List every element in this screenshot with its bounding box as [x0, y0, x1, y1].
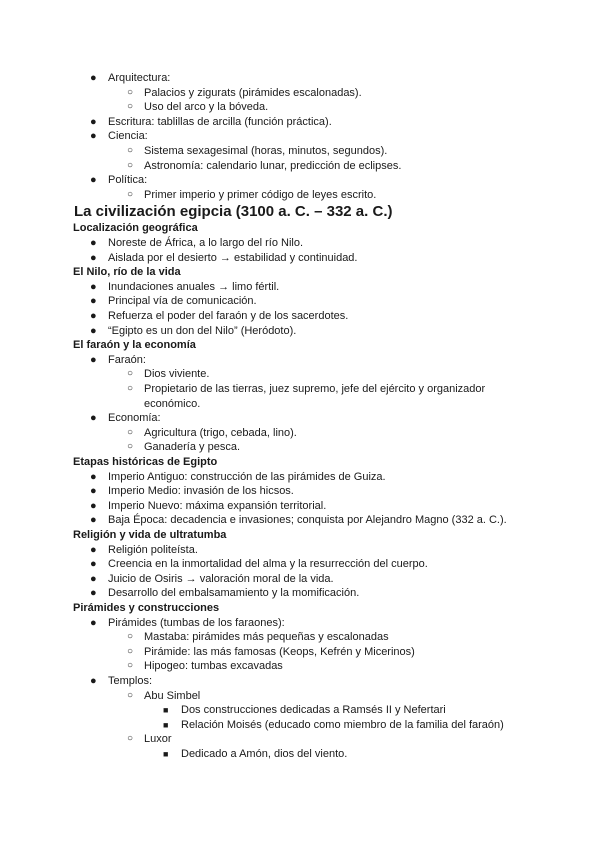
bullet-icon: ● [90, 324, 97, 337]
list-item-text: Pirámide: las más famosas (Keops, Kefrén y Micerinos) [144, 645, 415, 658]
bullet-icon: ● [90, 470, 97, 483]
bullet-icon: ○ [127, 86, 134, 98]
list-item-text: Uso del arco y la bóveda. [144, 101, 269, 114]
list-item-text: Faraón: [108, 353, 146, 366]
list-item-text: Juicio de Osiris → valoración moral de la vida. [108, 572, 334, 585]
list-item-text: Pirámides (tumbas de los faraones): [108, 616, 285, 629]
list-item-text: Escritura: tablillas de arcilla (función práctica). [108, 115, 332, 128]
list-item-text: Mastaba: pirámides más pequeñas y escalonadas [144, 631, 389, 644]
bullet-icon: ■ [163, 749, 169, 759]
bullet-icon: ○ [127, 383, 134, 394]
bullet-icon: ● [90, 237, 97, 249]
list-item-text: Abu Simbel [144, 689, 201, 702]
bullet-icon: ○ [127, 426, 134, 438]
section-title: La civilización egipcia (3100 a. C. – 332 a. C.) [74, 203, 393, 221]
list-item-text: Astronomía: calendario lunar, predicción de eclipses. [144, 159, 402, 172]
bullet-icon: ● [90, 616, 97, 629]
list-item-text: Noreste de África, a lo largo del río Nilo. [108, 237, 304, 249]
bullet-icon: ● [90, 353, 97, 366]
bullet-icon: ○ [127, 101, 134, 113]
bullet-icon: ● [90, 587, 97, 600]
bullet-icon: ● [90, 174, 97, 187]
bullet-icon: ● [90, 412, 97, 425]
bullet-icon: ● [90, 514, 97, 527]
list-item-text: Economía: [108, 412, 161, 425]
list-item-text: Luxor [144, 733, 172, 746]
list-item-text: “Egipto es un don del Nilo” (Heródoto). [108, 324, 297, 337]
subsection-heading: Etapas históricas de Egipto [73, 456, 218, 468]
bullet-icon: ○ [127, 159, 134, 171]
bullet-icon: ● [90, 115, 97, 128]
bullet-icon: ● [90, 485, 97, 498]
list-item-text: Agricultura (trigo, cebada, lino). [144, 426, 297, 439]
list-item-text: Baja Época: decadencia e invasiones; conquista por Alejandro Magno (332 a. C.). [108, 514, 507, 527]
bullet-icon: ○ [127, 188, 134, 200]
list-item-text: económico. [144, 397, 201, 410]
list-item-text: Imperio Nuevo: máxima expansión territorial. [108, 499, 327, 512]
bullet-icon: ○ [127, 368, 134, 380]
list-item-text: Desarrollo del embalsamamiento y la momificación. [108, 587, 360, 600]
bullet-icon: ○ [127, 145, 134, 156]
list-item-text: Ganadería y pesca. [144, 441, 241, 454]
list-item-text: Inundaciones anuales → limo fértil. [108, 280, 280, 293]
bullet-icon: ● [90, 499, 97, 512]
bullet-icon: ■ [163, 719, 169, 730]
subsection-heading: Localización geográfica [73, 222, 198, 235]
list-item-text: Religión politeísta. [108, 543, 198, 556]
list-item-text: Sistema sexagesimal (horas, minutos, segundos). [144, 145, 388, 157]
list-item-text: Ciencia: [108, 130, 148, 143]
list-item-text: Aislada por el desierto → estabilidad y continuidad. [108, 251, 358, 264]
list-item-text: Primer imperio y primer código de leyes escrito. [144, 188, 377, 201]
list-item-text: Dedicado a Amón, dios del viento. [181, 748, 348, 760]
list-item-text: Principal vía de comunicación. [108, 295, 257, 308]
bullet-icon: ○ [127, 733, 134, 745]
bullet-icon: ● [90, 130, 97, 143]
bullet-icon: ● [90, 310, 97, 322]
subsection-heading: El faraón y la economía [73, 339, 196, 352]
bullet-icon: ○ [127, 689, 134, 701]
list-item-text: Refuerza el poder del faraón y de los sacerdotes. [108, 310, 349, 322]
bullet-icon: ● [90, 543, 97, 556]
bullet-icon: ■ [163, 705, 169, 716]
bullet-icon: ○ [127, 441, 134, 453]
subsection-heading: Pirámides y construcciones [73, 602, 220, 614]
list-item-text: Creencia en la inmortalidad del alma y la resurrección del cuerpo. [108, 558, 428, 571]
bullet-icon: ● [90, 558, 97, 571]
list-item-text: Templos: [108, 675, 153, 687]
list-item-text: Propietario de las tierras, juez supremo, jefe del ejército y organizador [144, 383, 486, 395]
bullet-icon: ○ [127, 660, 134, 672]
list-item-text: Arquitectura: [108, 72, 171, 84]
list-item-text: Palacios y zigurats (pirámides escalonadas). [144, 86, 362, 99]
list-item-text: Hipogeo: tumbas excavadas [144, 660, 283, 673]
bullet-icon: ● [90, 280, 97, 293]
bullet-icon: ● [90, 572, 97, 585]
list-item-text: Dos construcciones dedicadas a Ramsés II y Nefertari [181, 704, 446, 717]
bullet-icon: ● [90, 72, 97, 84]
list-item-text: Política: [108, 174, 148, 187]
subsection-heading: El Nilo, río de la vida [73, 266, 181, 279]
list-item-text: Imperio Medio: invasión de los hicsos. [108, 485, 294, 498]
bullet-icon: ● [90, 251, 97, 264]
subsection-heading: Religión y vida de ultratumba [73, 529, 227, 541]
list-item-text: Relación Moisés (educado como miembro de la familia del faraón) [181, 718, 504, 731]
bullet-icon: ● [90, 295, 97, 308]
bullet-icon: ○ [127, 645, 134, 657]
bullet-icon: ● [90, 675, 97, 687]
list-item-text: Imperio Antiguo: construcción de las pirámides de Guiza. [108, 470, 386, 483]
bullet-icon: ○ [127, 631, 134, 643]
list-item-text: Dios viviente. [144, 368, 210, 381]
